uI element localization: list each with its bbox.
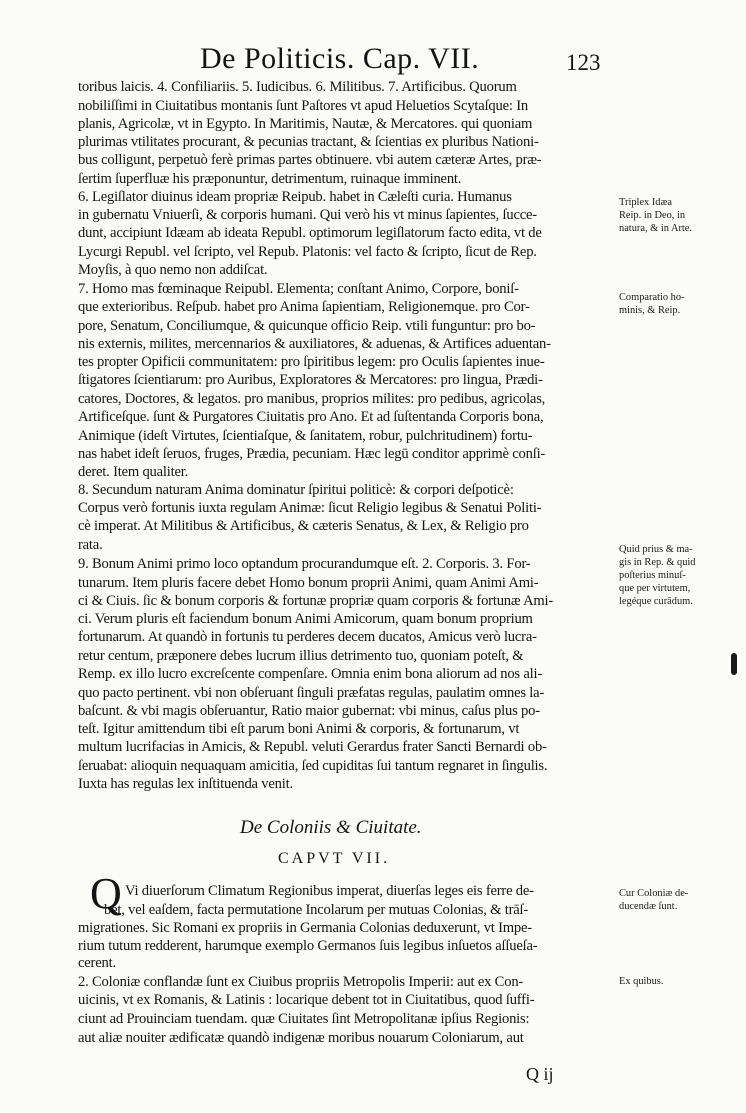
- text-line: cerent.: [78, 955, 116, 971]
- text-line: ſtigatores ſcientiarum: pro Auribus, Exploratores & Mercatores: pro lingua, Prædi-: [78, 372, 543, 388]
- section-title: De Coloniis & Ciuitate.: [240, 817, 422, 838]
- drop-cap-initial: Q: [90, 869, 122, 918]
- text-line: plurimas vtilitates procurant, & pecunias tractant, & ſcientias ex pluribus Nationi-: [78, 134, 539, 150]
- text-line: teſt. Igitur amittendum tibi eſt parum boni Animi & corporis, & fortunarum, vt: [78, 721, 520, 737]
- text-line: tunarum. Item pluris facere debet Homo bonum proprii Animi, quam Animi Ami-: [78, 575, 539, 591]
- margin-note-line: legéque curādum.: [619, 596, 693, 607]
- text-line: ci & Ciuis. ſic & bonum corporis & fortunæ propriæ quam corporis & fortunæ Ami-: [78, 593, 554, 609]
- text-line: baſcunt. & vbi magis obſeruantur, Ratio maior gubernat: vbi minus, caſus plus po-: [78, 703, 540, 719]
- text-line: dunt, accipiunt Idæam ab ideata Republ. optimorum legiſlatorum facto edita, vt de: [78, 225, 542, 241]
- text-line: ciunt ad Prouinciam tuendam. quæ Ciuitates ſint Metropolitanæ ipſius Regionis:: [78, 1011, 530, 1027]
- text-line: bus colligunt, perpetuò ferè primas partes obtinuere. vbi autem cæteræ Artes, præ-: [78, 152, 542, 168]
- text-line: nas habet ideſt ſeruos, fruges, Prædia, pecuniam. Hæc legū conditor apprimè conſi-: [78, 446, 546, 462]
- text-line: in gubernatu Vniuerſi, & corporis humani. Qui verò his vt minus ſapientes, ſucce-: [78, 207, 537, 223]
- margin-note-line: Quid prius & ma-: [619, 544, 693, 555]
- chapter-title: CAPVT VII.: [278, 850, 391, 867]
- text-line: planis, Agricolæ, vt in Egypto. In Maritimis, Nautæ, & Mercatores. qui quoniam: [78, 116, 533, 132]
- text-line: 7. Homo mas fœminaque Reipubl. Elementa; conſtant Animo, Corpore, boniſ-: [78, 281, 519, 297]
- margin-note-line: Ex quibus.: [619, 976, 664, 987]
- text-line: quo pacto pertinent. vbi non obſeruant ſinguli præfatas regulas, paulatim omnes la-: [78, 685, 545, 701]
- text-line: Remp. ex illo lucro excreſcente compenſare. Omnia enim bona aliorum ad nos ali-: [78, 666, 543, 682]
- text-line: Vi diuerſorum Climatum Regionibus imperat, diuerſas leges eis ferre de-: [125, 883, 534, 899]
- text-line: bet, vel eaſdem, facta permutatione Incolarum per mutuas Colonias, & trāſ-: [104, 902, 529, 918]
- text-line: toribus laicis. 4. Confiliariis. 5. Iudicibus. 6. Militibus. 7. Artificibus. Quorum: [78, 79, 517, 95]
- margin-note-line: gis in Rep. & quid: [619, 557, 696, 568]
- page-edge-mark: [731, 653, 737, 675]
- text-line: cè imperat. At Militibus & Artificibus, & cæteris Senatus, & Lex, & Religio pro: [78, 518, 529, 534]
- text-line: Lycurgi Republ. vel ſcripto, vel Repub. Platonis: vel facto & ſcripto, ſicut de Rep.: [78, 244, 537, 260]
- text-line: fortunarum. At quandò in fortunis tu perderes decem ducatos, Amicus verò lucra-: [78, 629, 537, 645]
- margin-note-line: Comparatio ho-: [619, 292, 685, 303]
- text-line: deret. Item qualiter.: [78, 464, 189, 480]
- margin-note-line: natura, & in Arte.: [619, 223, 693, 234]
- text-line: 6. Legiſlator diuinus ideam propriæ Reipub. habet in Cæleſti curia. Humanus: [78, 189, 512, 205]
- text-line: ſeruabat: alioquin nequaquam amicitia, ſed cupiditas ſui tantum regnaret in ſingulis.: [78, 758, 548, 774]
- text-line: ci. Verum pluris eſt faciendum bonum Animi Amicorum, quam bonum proprium: [78, 611, 533, 627]
- margin-note-line: Triplex Idæa: [619, 197, 673, 208]
- text-line: catores, Doctores, & legatos. pro manibus, proprios milites: pro pedibus, agricolas,: [78, 391, 546, 407]
- text-line: rium tutum redderent, harumque exemplo Germanos ſuis legibus inſuetos aſſueſa-: [78, 938, 538, 954]
- text-line: uicinis, vt ex Romanis, & Latinis : locarique debent tot in Ciuitatibus, quod ſuffi-: [78, 992, 535, 1008]
- text-line: nis externis, milites, mercennarios & auxiliatores, & aduenas, & Artifices aduentan-: [78, 336, 551, 352]
- margin-note-line: minis, & Reip.: [619, 305, 681, 316]
- text-line: que exterioribus. Reſpub. habet pro Anima ſapientiam, Religionemque. pro Cor-: [78, 299, 530, 315]
- text-line: 2. Coloniæ conflandæ ſunt ex Ciuibus propriis Metropolis Imperii: aut ex Con-: [78, 974, 524, 990]
- text-line: Artificeſque. ſunt & Purgatores Ciuitatis pro Ano. Et ad ſuſtentanda Corporis bona,: [78, 409, 544, 425]
- page-number: 123: [566, 50, 601, 75]
- text-line: migrationes. Sic Romani ex propriis in Germania Colonias deduxerunt, vt Impe-: [78, 920, 532, 936]
- text-line: ſertim ſuperfluæ his præponuntur, detrimentum, ruinaque imminent.: [78, 171, 462, 187]
- text-line: tes propter Opificii communitatem: pro ſpiritibus legem: pro Oculis ſapientes inue-: [78, 354, 545, 370]
- text-line: Corpus verò fortunis iuxta regulam Animæ: ſicut Religio legibus & Senatui Politi-: [78, 500, 542, 516]
- text-line: Animique (ideſt Virtutes, ſcientiaſque, & ſanitatem, robur, pulchritudinem) fortu-: [78, 428, 533, 444]
- text-line: Moyſis, à quo nemo non addiſcat.: [78, 262, 268, 278]
- text-line: aut aliæ nouiter ædificatæ quandò indigenæ moribus nouarum Coloniarum, aut: [78, 1030, 524, 1046]
- margin-note-line: que per virtutem,: [619, 583, 691, 594]
- text-line: multum lucrifacias in Amicis, & Republ. veluti Gerardus frater Sancti Bernardi ob-: [78, 739, 547, 755]
- text-line: nobiliſſimi in Ciuitatibus montanis ſunt Paſtores vt apud Heluetios Scytaſque: In: [78, 98, 528, 114]
- margin-note-line: Reip. in Deo, in: [619, 210, 686, 221]
- text-line: retur centum, præponere debes lucrum illius detrimento tuo, quoniam poteſt, &: [78, 648, 524, 664]
- text-line: Iuxta has regulas lex inſtituenda venit.: [78, 776, 293, 792]
- margin-note-line: ducendæ ſunt.: [619, 901, 678, 912]
- margin-note-line: poſterius minuſ-: [619, 570, 686, 581]
- running-title: De Politicis. Cap. VII.: [200, 42, 480, 75]
- margin-note-line: Cur Coloniæ de-: [619, 888, 689, 899]
- text-line: rata.: [78, 537, 103, 553]
- signature-mark: Q ij: [526, 1064, 554, 1084]
- text-line: 8. Secundum naturam Anima dominatur ſpiritui politicè: & corpori deſpoticè:: [78, 482, 514, 498]
- text-line: pore, Senatum, Conciliumque, & quicunque officio Reip. vtili funguntur: pro bo-: [78, 318, 536, 334]
- text-line: 9. Bonum Animi primo loco optandum procurandumque eſt. 2. Corporis. 3. For-: [78, 556, 531, 572]
